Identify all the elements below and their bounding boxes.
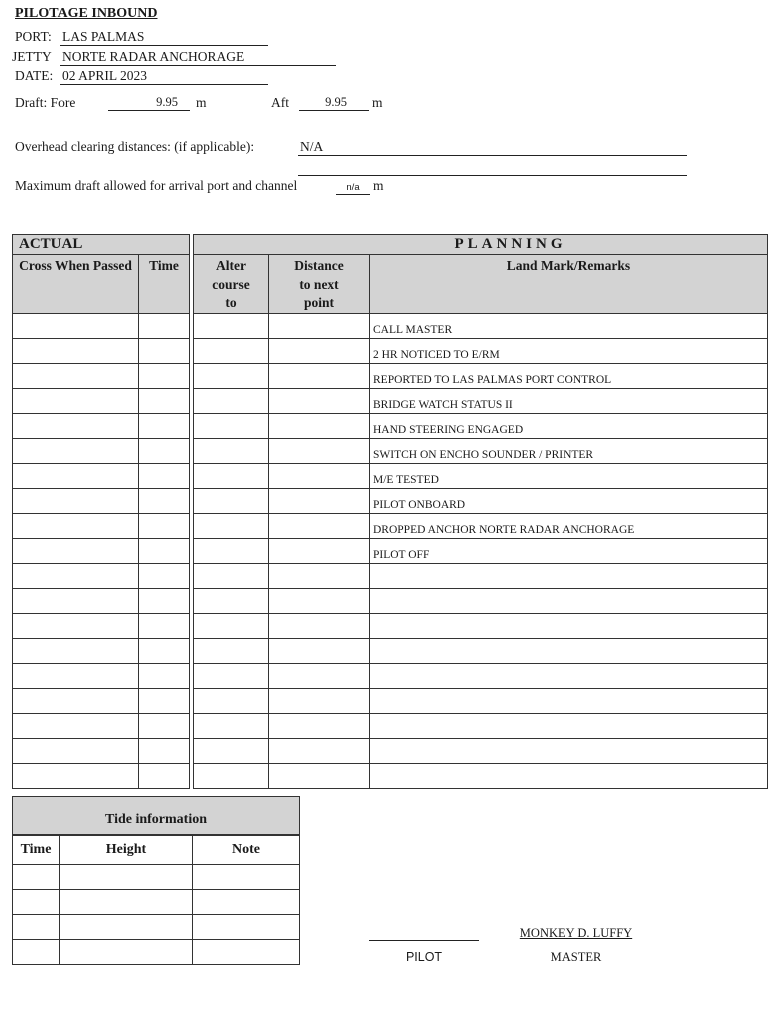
cell-cross[interactable]: [13, 413, 139, 438]
cell-cross[interactable]: [13, 363, 139, 388]
table-row: [13, 488, 768, 513]
cell-alter[interactable]: [194, 438, 269, 463]
table-row: [13, 463, 768, 488]
overhead-label: Overhead clearing distances: (if applicable):: [15, 139, 255, 154]
table-row: [13, 713, 768, 738]
cell-alter[interactable]: [194, 613, 269, 638]
cell-distance[interactable]: [269, 738, 370, 763]
maxdraft-unit: m: [373, 178, 384, 193]
date-field[interactable]: 02 APRIL 2023: [60, 68, 268, 85]
cell-time[interactable]: [139, 638, 190, 663]
cell-remark[interactable]: PILOT OFF: [370, 538, 768, 563]
cell-alter[interactable]: [194, 488, 269, 513]
table-row: [13, 663, 768, 688]
table-row: [13, 588, 768, 613]
cell-cross[interactable]: [13, 313, 139, 338]
cell-time[interactable]: [139, 438, 190, 463]
overhead-extra-line[interactable]: [298, 162, 687, 176]
cell-distance[interactable]: [269, 638, 370, 663]
draft-fore-label: Draft: Fore: [15, 95, 76, 110]
cell-remark[interactable]: REPORTED TO LAS PALMAS PORT CONTROL: [370, 363, 768, 388]
cell-time[interactable]: [139, 588, 190, 613]
cell-cross[interactable]: [13, 538, 139, 563]
table-row: [13, 763, 768, 788]
cell-alter[interactable]: [194, 588, 269, 613]
cell-time[interactable]: [139, 338, 190, 363]
cell-distance[interactable]: [269, 413, 370, 438]
date-label: DATE:: [15, 68, 54, 83]
cell-remark[interactable]: CALL MASTER: [370, 313, 768, 338]
cell-cross[interactable]: [13, 688, 139, 713]
master-label: MASTER: [550, 950, 602, 964]
jetty-field[interactable]: NORTE RADAR ANCHORAGE: [60, 49, 336, 66]
draft-aft-label: Aft: [271, 95, 289, 110]
cell-cross[interactable]: [13, 488, 139, 513]
maxdraft-field[interactable]: n/a: [336, 178, 370, 195]
cell-time[interactable]: [139, 613, 190, 638]
cell-time[interactable]: [139, 313, 190, 338]
cell-remark[interactable]: SWITCH ON ENCHO SOUNDER / PRINTER: [370, 438, 768, 463]
tide-row: [13, 915, 300, 940]
cell-time[interactable]: [139, 713, 190, 738]
cell-remark[interactable]: [370, 738, 768, 763]
cell-remark[interactable]: M/E TESTED: [370, 463, 768, 488]
cell-alter[interactable]: [194, 313, 269, 338]
table-row: [13, 438, 768, 463]
cell-distance[interactable]: [269, 463, 370, 488]
cell-remark[interactable]: 2 HR NOTICED TO E/RM: [370, 338, 768, 363]
cell-distance[interactable]: [269, 563, 370, 588]
tide-col-time: Time: [13, 835, 60, 865]
table-row: [13, 738, 768, 763]
col-distance: Distance to next point: [269, 255, 370, 314]
cell-cross[interactable]: [13, 438, 139, 463]
cell-time[interactable]: [139, 663, 190, 688]
cell-time[interactable]: [139, 363, 190, 388]
table-row: [13, 313, 768, 338]
tide-col-note: Note: [193, 835, 300, 865]
cell-cross[interactable]: [13, 513, 139, 538]
cell-distance[interactable]: [269, 588, 370, 613]
cell-cross[interactable]: [13, 638, 139, 663]
cell-distance[interactable]: [269, 613, 370, 638]
form-title: PILOTAGE INBOUND: [15, 6, 158, 21]
cell-alter[interactable]: [194, 463, 269, 488]
draft-fore-field[interactable]: 9.95: [108, 95, 190, 111]
cell-cross[interactable]: [13, 588, 139, 613]
cell-distance[interactable]: [269, 513, 370, 538]
cell-alter[interactable]: [194, 738, 269, 763]
cell-time[interactable]: [139, 688, 190, 713]
cell-remark[interactable]: PILOT ONBOARD: [370, 488, 768, 513]
cell-alter[interactable]: [194, 338, 269, 363]
cell-alter[interactable]: [194, 638, 269, 663]
planning-section-header: PLANNING: [194, 235, 768, 255]
table-row: [13, 613, 768, 638]
pilot-signature-line[interactable]: [369, 940, 479, 941]
table-row: [13, 513, 768, 538]
cell-distance[interactable]: [269, 438, 370, 463]
cell-time[interactable]: [139, 488, 190, 513]
cell-remark[interactable]: [370, 638, 768, 663]
actual-section-header: ACTUAL: [13, 235, 190, 255]
table-row: [13, 688, 768, 713]
cell-alter[interactable]: [194, 413, 269, 438]
cell-time[interactable]: [139, 413, 190, 438]
overhead-field[interactable]: N/A: [298, 139, 687, 156]
cell-remark[interactable]: [370, 688, 768, 713]
pilot-label: PILOT: [405, 950, 443, 964]
tide-row: [13, 940, 300, 965]
cell-time[interactable]: [139, 463, 190, 488]
cell-distance[interactable]: [269, 363, 370, 388]
tide-table: [12, 796, 300, 965]
cell-remark[interactable]: HAND STEERING ENGAGED: [370, 413, 768, 438]
cell-distance[interactable]: [269, 688, 370, 713]
cell-alter[interactable]: [194, 538, 269, 563]
cell-distance[interactable]: [269, 313, 370, 338]
cell-cross[interactable]: [13, 563, 139, 588]
cell-alter[interactable]: [194, 713, 269, 738]
draft-aft-unit: m: [372, 95, 383, 110]
table-row: [13, 388, 768, 413]
cell-remark[interactable]: DROPPED ANCHOR NORTE RADAR ANCHORAGE: [370, 513, 768, 538]
cell-remark[interactable]: BRIDGE WATCH STATUS II: [370, 388, 768, 413]
cell-time[interactable]: [139, 763, 190, 788]
maxdraft-label: Maximum draft allowed for arrival port and channel: [15, 178, 298, 193]
cell-distance[interactable]: [269, 663, 370, 688]
cell-time[interactable]: [139, 563, 190, 588]
draft-fore-unit: m: [196, 95, 207, 110]
table-row: [13, 363, 768, 388]
tide-row: [13, 865, 300, 890]
cell-remark[interactable]: [370, 763, 768, 788]
table-row: [13, 338, 768, 363]
port-field[interactable]: LAS PALMAS: [60, 29, 268, 46]
col-landmark-remarks: Land Mark/Remarks: [370, 255, 768, 314]
cell-alter[interactable]: [194, 763, 269, 788]
jetty-label: JETTY: [12, 49, 52, 64]
cell-distance[interactable]: [269, 338, 370, 363]
port-label: PORT:: [15, 29, 52, 44]
cell-cross[interactable]: [13, 763, 139, 788]
tide-row: [13, 890, 300, 915]
cell-alter[interactable]: [194, 363, 269, 388]
cell-time[interactable]: [139, 513, 190, 538]
cell-remark[interactable]: [370, 588, 768, 613]
cell-time[interactable]: [139, 738, 190, 763]
table-row: [13, 563, 768, 588]
master-name: MONKEY D. LUFFY: [519, 926, 633, 940]
col-time: Time: [139, 255, 190, 314]
cell-alter[interactable]: [194, 513, 269, 538]
cell-time[interactable]: [139, 538, 190, 563]
tide-caption: Tide information: [13, 797, 300, 835]
cell-cross[interactable]: [13, 738, 139, 763]
table-row: [13, 638, 768, 663]
cell-alter[interactable]: [194, 563, 269, 588]
draft-aft-field[interactable]: 9.95: [299, 95, 369, 111]
cell-cross[interactable]: [13, 613, 139, 638]
cell-cross[interactable]: [13, 663, 139, 688]
table-row: [13, 413, 768, 438]
cell-alter[interactable]: [194, 688, 269, 713]
cell-remark[interactable]: [370, 613, 768, 638]
cell-time[interactable]: [139, 388, 190, 413]
cell-remark[interactable]: [370, 663, 768, 688]
tide-col-height: Height: [60, 835, 193, 865]
cell-alter[interactable]: [194, 663, 269, 688]
cell-distance[interactable]: [269, 763, 370, 788]
pilotage-table: [12, 234, 768, 789]
cell-distance[interactable]: [269, 388, 370, 413]
cell-distance[interactable]: [269, 538, 370, 563]
cell-cross[interactable]: [13, 388, 139, 413]
table-row: [13, 538, 768, 563]
cell-remark[interactable]: [370, 713, 768, 738]
cell-cross[interactable]: [13, 338, 139, 363]
col-cross-when-passed: Cross When Passed: [13, 255, 139, 314]
cell-cross[interactable]: [13, 463, 139, 488]
cell-distance[interactable]: [269, 713, 370, 738]
cell-alter[interactable]: [194, 388, 269, 413]
cell-cross[interactable]: [13, 713, 139, 738]
cell-remark[interactable]: [370, 563, 768, 588]
cell-distance[interactable]: [269, 488, 370, 513]
col-alter-course: Alter course to: [194, 255, 269, 314]
